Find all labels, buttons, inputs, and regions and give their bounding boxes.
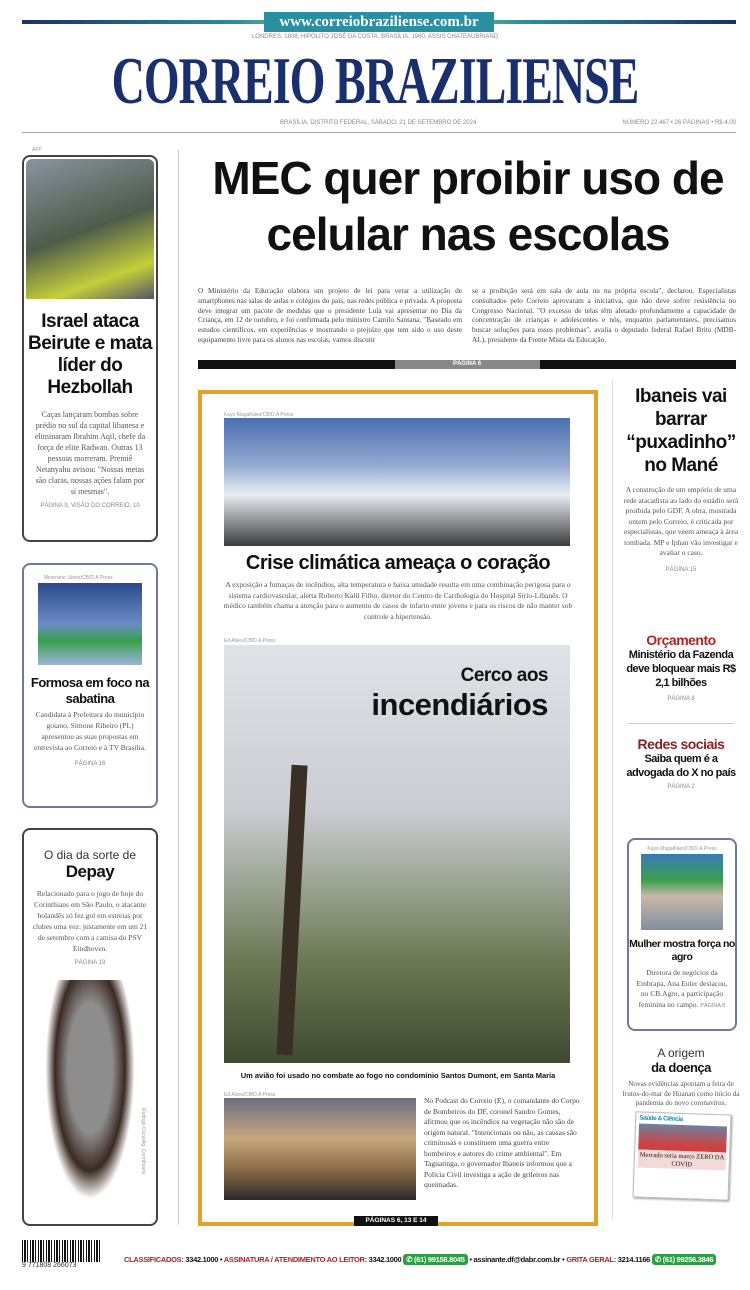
assinatura-phone[interactable]: 3342.1000 — [368, 1255, 402, 1264]
photo-credit: Rodrigo Coca/Ag. Corinthians — [140, 1107, 146, 1174]
page-bar — [198, 360, 736, 369]
feature-page-ref[interactable]: PÁGINAS 6, 13 E 14 — [354, 1216, 438, 1226]
israel-page: PÁGINA 9, VISÃO DO CORREIO, 10 — [40, 503, 140, 509]
story-israel[interactable] — [22, 155, 158, 542]
agro-headline: Mulher mostra força no agro — [629, 938, 735, 963]
redes-headline: Saiba quem é a advogada do X no país — [626, 753, 736, 779]
header-divider — [22, 132, 736, 133]
main-body-col1: O Ministério da Educação elabora um projeto de lei para vetar a utilização de smartphones nas salas de aulas e colégios do país, nas redes pública e privada. A proposta deve integrar um pacote de medidas que o presidente Lula vai apresentar no Dia da Criança, em 12 de outubro, e foi confirmada pelo ministro Camilo Santana. "Baseado em estudos científicos, em experiências e mostrando o prejuízo que tem sido o uso deste equipamento livre para os alunos nas escolas, vamos discutir — [198, 286, 462, 344]
whatsapp-number: (61) 99256.3846 — [662, 1255, 714, 1264]
barcode-bars — [22, 1240, 102, 1262]
climate-body: A exposição a fumaças de incêndios, alta temperatura e baixa umidade resulta em uma combinação perigosa para o sistema cardiovascular, alerta Roberto Kalil Filho, diretor do Centro de Cardiologia do Hospital Sírio-Libanês. O médico também chama a atenção para o aumento de casos de infarto entre jovens e para os riscos de não manter sob controle a hipertensão. — [223, 580, 573, 621]
orcamento-kicker: Orçamento — [646, 632, 716, 648]
section-thumbnail[interactable] — [633, 1111, 732, 1200]
thumb-headline: Mercado seria marco ZERO DA COVID — [638, 1149, 727, 1170]
redes-kicker: Redes sociais — [637, 736, 725, 752]
column-divider — [178, 150, 179, 1225]
dateline: BRASÍLIA, DISTRITO FEDERAL, SÁBADO, 21 DE SETEMBRO DE 2024 — [280, 120, 477, 126]
main-headline: MEC quer proibir uso de celular nas escolas — [212, 152, 724, 260]
israel-photo — [26, 159, 154, 299]
formosa-photo — [38, 583, 142, 665]
photo-credit: Kayo Magalhães/CB/D.A Press — [224, 412, 294, 418]
classificados-label: CLASSIFICADOS: — [124, 1255, 184, 1264]
origem-kicker: A origem — [657, 1046, 705, 1060]
founders-line: LONDRES, 1808, HIPÓLITO JOSÉ DA COSTA. BRASÍLIA, 1960, ASSIS CHATEAUBRIAND — [251, 34, 499, 40]
podcast-photo — [224, 1098, 416, 1200]
israel-body: Caças lançaram bombas sobre prédio no sul da capital libanesa e eliminaram Ibrahim Aqil, chefe da força de elite Radwan. Outras 13 pessoas morreram. Premiê Netanyahu avisou: "Nossas metas são claras, nossas ações falam por si mesmas". — [34, 410, 146, 496]
agro-page: PÁGINA 8 — [700, 1002, 726, 1009]
site-url[interactable]: www.correiobraziliense.com.br — [264, 12, 494, 32]
formosa-page: PÁGINA 16 — [74, 761, 106, 767]
firefighting-plane-photo — [224, 645, 570, 1063]
tree-trunk — [276, 765, 307, 1055]
assinatura-label: ASSINATURA / ATENDIMENTO AO LEITOR: — [223, 1255, 367, 1264]
divider — [628, 723, 734, 724]
barcode — [22, 1240, 102, 1272]
formosa-body: Candidata à Prefeitura do município goiano, Simone Ribeiro (PL) apresentou as suas propostas em entrevista ao Correio e à TV Brasília. — [34, 710, 146, 752]
photo-credit: Ed Alves/CB/D.A Press — [224, 1092, 276, 1098]
thumb-section: Saúde & Ciência — [639, 1113, 683, 1123]
story-ibaneis[interactable] — [620, 385, 742, 573]
story-redes[interactable] — [620, 736, 742, 790]
masthead: CORREIO BRAZILIENSE — [111, 43, 639, 118]
main-body-col2: se a proibição será em sala de aula ou na própria escola", declarou. Especialistas consultados pelo Correio aprovaram a iniciativa, que não deve sofrer resistência no Congresso Nacional. "O excesso de telas têm afetado profundamente a capacidade de concentração de crianças e adolescentes e nós, enquanto parlamentares, precisamos buscar soluções para esses problemas", avalia o deputado federal Rafael Brito (MDB-AL), presidente da Frente Mista da Educação. — [472, 286, 736, 344]
agro-photo — [641, 854, 723, 930]
podcast-body: No Podcast do Correio (E), o comandante do Corpo de Bombeiros do DF, coronel Sandro Gomes, afirmou que os incêndios na vegetação não são de origem natural. "Intencionais ou não, as causas são criminosas e constituem uma guerra entre bombeiros e autores do crime ambiental". Em Taguatinga, o governador Ibaneis informou que a Polícia Civil investiga a ação de grileiros nas queimadas. — [424, 1096, 580, 1189]
depay-body: Relacionado para o jogo de hoje do Corinthians em São Paulo, o atacante holandês só fez gol em estreias por clubes uma vez: justamente em um 21 de setembro com a camisa do PSV Eindhoven. — [32, 889, 148, 953]
whatsapp-badge-1[interactable]: ✆ (61) 99158.8045 — [403, 1254, 467, 1265]
depay-photo — [45, 980, 135, 1200]
fire-headline: incendiários — [371, 687, 548, 722]
grita-phone[interactable]: 3214.1166 — [617, 1255, 651, 1264]
redes-page: PÁGINA 2 — [667, 784, 695, 790]
whatsapp-number: (61) 99158.8045 — [414, 1255, 465, 1264]
origem-body: Novas evidências apontam a feira de frutos-do-mar de Huanan como início da pandemia do novo coronavírus. — [622, 1080, 740, 1107]
orcamento-headline: Ministério da Fazenda deve bloquear mais R$ 2,1 bilhões — [626, 649, 736, 689]
photo-credit: Minervino Júnior/CB/D.A Press — [44, 575, 113, 581]
story-depay[interactable] — [22, 828, 158, 1226]
footer-contacts: CLASSIFICADOS: 3342.1000 • ASSINATURA / ATENDIMENTO AO LEITOR: 3342.1000 ✆ (61) 99158.8045 • assinante.df@dabr.com.br • GRITA GERAL: 3214.1166 ✆ (61) 99256.3846 — [124, 1254, 742, 1265]
photo-credit: Kayo Magalhães/CB/D.A Press — [647, 846, 717, 852]
photo-credit: AFP — [32, 147, 42, 153]
photo-credit: Ed Alves/CB/D.A Press — [224, 638, 276, 644]
thumb-photo — [638, 1123, 727, 1152]
story-origem[interactable] — [620, 1046, 742, 1199]
agro-body — [635, 968, 729, 1011]
fire-caption: Um avião foi usado no combate ao fogo no condomínio Santos Dumont, em Santa Maria — [240, 1071, 556, 1080]
ibaneis-page: PÁGINA 15 — [665, 566, 697, 573]
edition-info: NÚMERO 22.467 • 26 PÁGINAS • R$ 4,00 — [622, 120, 736, 126]
agro-body-text: Diretora de negócios da Embrapa, Ana Euler destacou, no CB.Agro, a participação feminina no campo. — [636, 968, 728, 1009]
barcode-number: 9 771808 266073 — [22, 1262, 77, 1269]
tv-studio-photo — [224, 418, 570, 546]
depay-kicker: O dia da sorte de — [43, 848, 137, 862]
feature-box — [198, 390, 598, 1226]
classificados-phone[interactable]: 3342.1000 — [185, 1255, 219, 1264]
depay-page: PÁGINA 19 — [74, 960, 106, 966]
ibaneis-headline: Ibaneis vai barrar “puxadinho” no Mané — [626, 386, 736, 476]
main-page-ref[interactable]: PÁGINA 6 — [395, 360, 540, 369]
ibaneis-body: A construção de um empório de uma rede atacadista ao lado do estádio será proibida pelo GDF. A obra, mostrada ontem pelo Correio, é criticada por especialistas, que veem ameaça à área tombada. MP e Iphan vão investigar e avaliar o caso. — [623, 485, 739, 557]
climate-headline: Crise climática ameaça o coração — [245, 552, 551, 574]
grita-label: GRITA GERAL: — [566, 1255, 616, 1264]
story-orcamento[interactable] — [620, 632, 742, 702]
story-agro[interactable] — [627, 838, 737, 1031]
depay-headline: Depay — [65, 862, 115, 881]
subscriber-email[interactable]: assinante.df@dabr.com.br — [473, 1255, 561, 1264]
israel-headline: Israel ataca Beirute e mata líder do Hezbollah — [28, 311, 152, 398]
fire-kicker: Cerco aos — [460, 665, 548, 686]
column-divider — [612, 380, 613, 1220]
formosa-headline: Formosa em foco na sabatina — [30, 675, 150, 706]
origem-headline: da doença — [651, 1060, 711, 1075]
orcamento-page: PÁGINA 8 — [667, 696, 695, 702]
story-formosa[interactable] — [22, 563, 158, 808]
whatsapp-badge-2[interactable]: ✆ (61) 99256.3846 — [652, 1254, 716, 1265]
main-body — [198, 286, 736, 345]
